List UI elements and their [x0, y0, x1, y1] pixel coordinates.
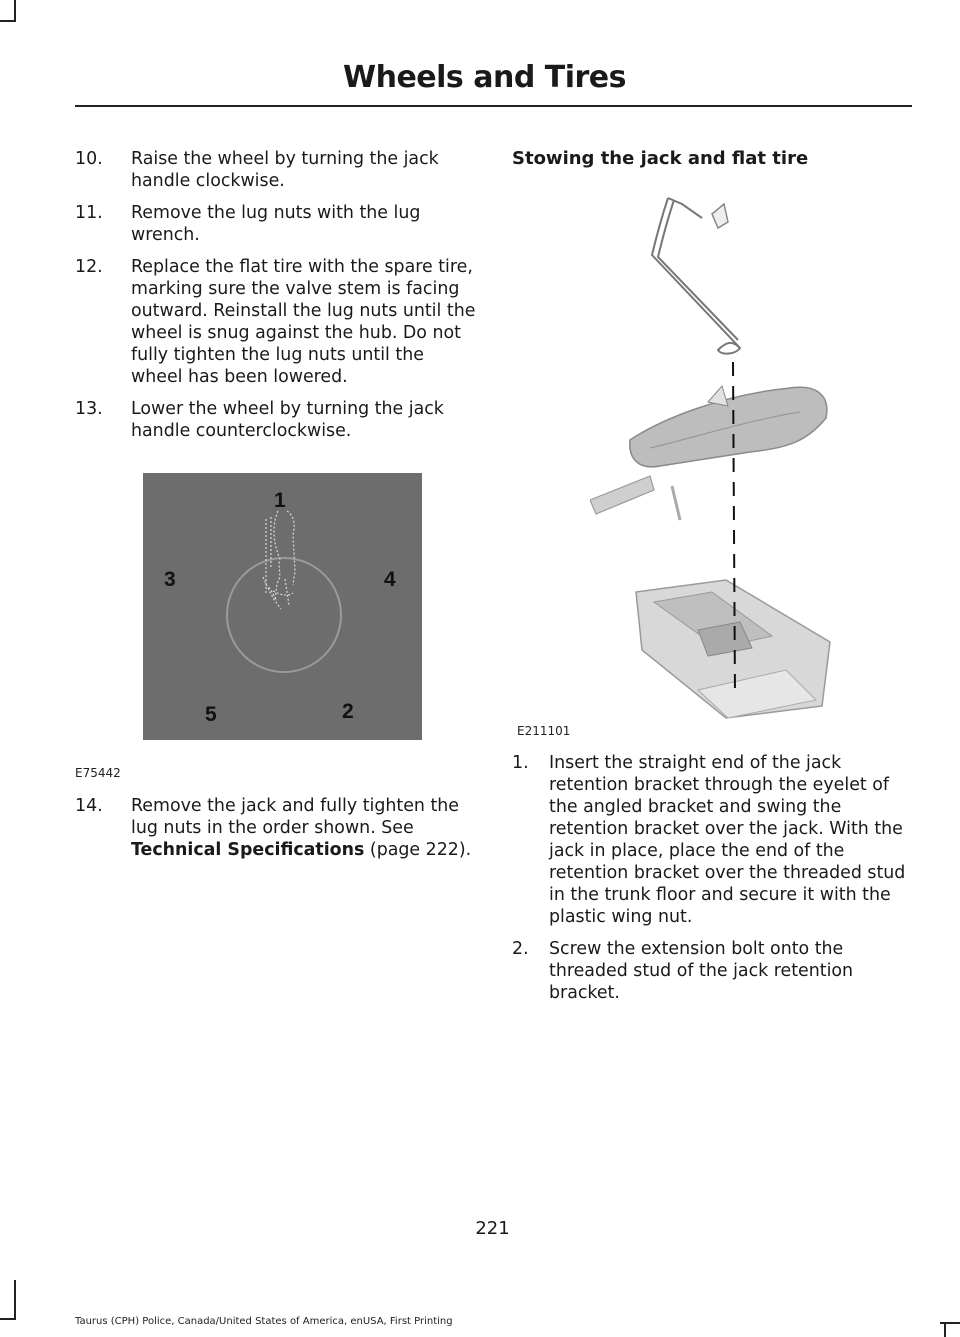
lug-nut-order-figure: [143, 473, 422, 740]
step-text-part: (page 222).: [364, 840, 472, 860]
jack-in-bag: [590, 386, 827, 520]
step-text: [131, 795, 478, 861]
jack-stowing-figure: [590, 190, 912, 725]
wing-nut-icon: [712, 204, 728, 228]
page-number: 221: [475, 1218, 510, 1239]
page-title: Wheels and Tires: [343, 60, 626, 95]
step-text: Lower the wheel by turning the jack handle counterclockwise.: [131, 399, 444, 441]
step-12: [75, 256, 478, 388]
crop-mark-top-left-v: [14, 0, 16, 22]
right-steps: [512, 752, 912, 1014]
step-14-row: [75, 795, 478, 861]
step-number: 12.: [75, 257, 103, 277]
header-rule: [75, 105, 912, 107]
step-number: 1.: [512, 753, 529, 773]
step-11: [75, 202, 478, 246]
left-steps: [75, 148, 478, 452]
step-10: [75, 148, 478, 192]
jack-stowing-diagram: [590, 190, 912, 725]
step-number: 10.: [75, 149, 103, 169]
step-13: [75, 398, 478, 442]
crop-mark-bottom-right-h: [940, 1322, 960, 1324]
step-14: [75, 795, 478, 871]
step-number: 14.: [75, 796, 103, 816]
crop-mark-top-left-h: [0, 20, 16, 22]
technical-specifications-link[interactable]: Technical Specifications: [131, 840, 365, 860]
right-step-2: [512, 938, 912, 1004]
figure-id-left: E75442: [75, 766, 121, 780]
lug-nut-diagram: [143, 473, 422, 740]
figure-id-right: E211101: [517, 724, 571, 738]
step-text: Remove the lug nuts with the lug wrench.: [131, 203, 421, 245]
figure-background: [143, 473, 422, 740]
step-number: 13.: [75, 399, 103, 419]
step-text: Screw the extension bolt onto the threaded stud of the jack retention bracket.: [549, 939, 854, 1003]
lug-label-1: 1: [274, 489, 286, 512]
crop-mark-bottom-right-v: [944, 1322, 946, 1337]
trunk-floor-tray: [636, 580, 830, 718]
crop-mark-bottom-left-h: [0, 1318, 16, 1320]
lug-label-5: 5: [205, 703, 217, 726]
lug-label-2: 2: [342, 700, 354, 723]
step-number: 11.: [75, 203, 103, 223]
lug-label-4: 4: [384, 568, 396, 591]
footer-text: Taurus (CPH) Police, Canada/United States of America, enUSA, First Printing: [75, 1316, 453, 1327]
crop-mark-bottom-left-v: [14, 1280, 16, 1320]
lug-label-3: 3: [164, 568, 176, 591]
step-text: Insert the straight end of the jack retention bracket through the eyelet of the angled bracket and swing the retention bracket over the jack. With the jack in place, place the end of the retention bracket over the threaded stud in the trunk floor and secure it with the plastic wing nut.: [549, 753, 906, 927]
step-text-part: Remove the jack and fully tighten the lug nuts in the order shown. See: [131, 796, 460, 838]
right-step-1: [512, 752, 912, 928]
right-column: [512, 148, 912, 170]
step-text: Raise the wheel by turning the jack handle clockwise.: [131, 149, 439, 191]
step-text: Replace the flat tire with the spare tire, marking sure the valve stem is facing outward. Reinstall the lug nuts until the wheel is snug against the hub. Do not fully tighten the lug nuts until the wheel has been lowered.: [131, 257, 476, 387]
section-title: Stowing the jack and flat tire: [512, 148, 809, 169]
step-number: 2.: [512, 939, 529, 959]
